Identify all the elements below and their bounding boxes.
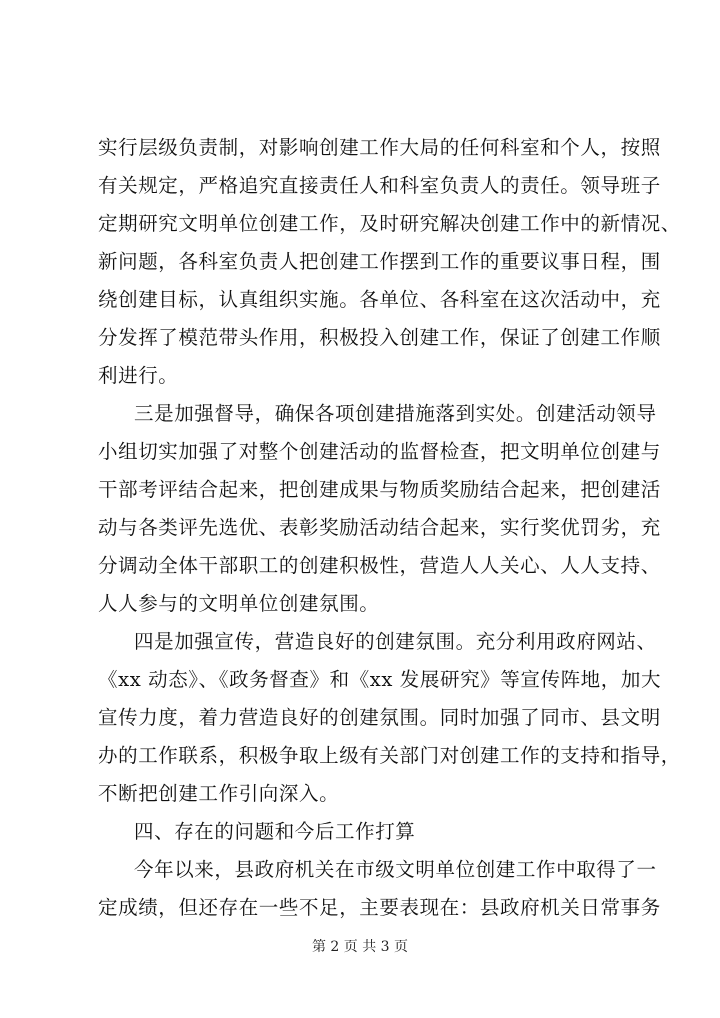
text-line: 实行层级负责制，对影响创建工作大局的任何科室和个人，按照 xyxy=(98,136,661,159)
text-line: 绕创建目标，认真组织实施。各单位、各科室在这次活动中，充 xyxy=(98,288,661,311)
text-line: 定成绩，但还存在一些不足，主要表现在：县政府机关日常事务 xyxy=(98,896,661,919)
paragraph-first-line: 今年以来，县政府机关在市级文明单位创建工作中取得了一 xyxy=(134,858,657,881)
text-line: 小组切实加强了对整个创建活动的监督检查，把文明单位创建与 xyxy=(98,440,661,463)
text-line: 分发挥了模范带头作用，积极投入创建工作，保证了创建工作顺 xyxy=(98,326,661,349)
text-line: 《xx 动态》、《政务督查》和《xx 发展研究》等宣传阵地，加大 xyxy=(98,668,662,691)
text-line: 干部考评结合起来，把创建成果与物质奖励结合起来，把创建活 xyxy=(98,478,661,501)
page-number-footer: 第 2 页 共 3 页 xyxy=(311,939,409,955)
text-line: 人人参与的文明单位创建氛围。 xyxy=(98,592,380,615)
text-line: 利进行。 xyxy=(98,364,179,387)
paragraph-first-line: 三是加强督导，确保各项创建措施落到实处。创建活动领导 xyxy=(134,402,657,425)
text-line: 不断把创建工作引向深入。 xyxy=(98,782,340,805)
text-line: 新问题，各科室负责人把创建工作摆到工作的重要议事日程，围 xyxy=(98,250,661,273)
section-heading: 四、存在的问题和今后工作打算 xyxy=(134,820,416,843)
paragraph-first-line: 四是加强宣传，营造良好的创建氛围。充分利用政府网站、 xyxy=(134,630,657,653)
text-line: 有关规定，严格追究直接责任人和科室负责人的责任。领导班子 xyxy=(98,174,661,197)
text-line: 办的工作联系，积极争取上级有关部门对创建工作的支持和指导， xyxy=(98,744,681,767)
text-line: 分调动全体干部职工的创建积极性，营造人人关心、人人支持、 xyxy=(98,554,661,577)
text-line: 宣传力度，着力营造良好的创建氛围。同时加强了同市、县文明 xyxy=(98,706,661,729)
text-line: 动与各类评先选优、表彰奖励活动结合起来，实行奖优罚劣，充 xyxy=(98,516,661,539)
text-line: 定期研究文明单位创建工作，及时研究解决创建工作中的新情况、 xyxy=(98,212,681,235)
